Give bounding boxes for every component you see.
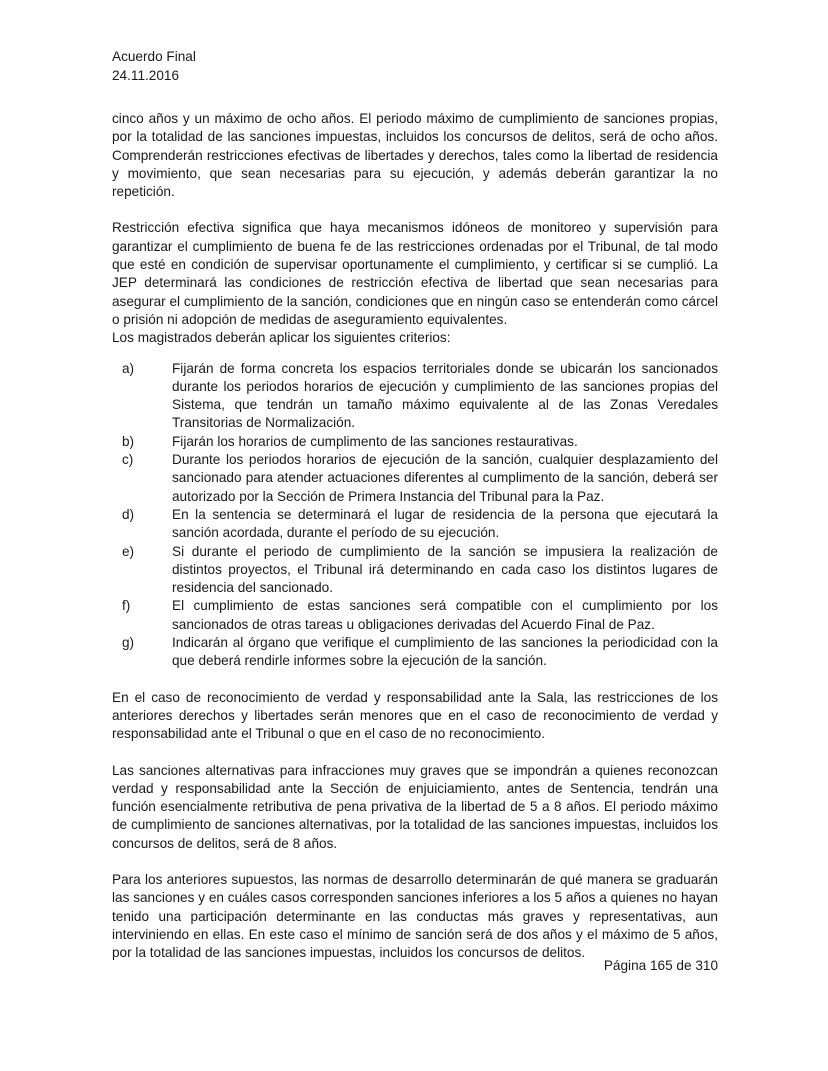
list-item-text: El cumplimiento de estas sanciones será compatible con el cumplimiento por los sancionados de otras tareas u obligaciones derivadas del Acuerdo Final de Paz. bbox=[172, 598, 718, 632]
list-item-text: Indicarán al órgano que verifique el cumplimiento de las sanciones la periodicidad con la que deberá rendirle informes sobre la ejecución de la sanción. bbox=[172, 635, 718, 669]
list-item bbox=[112, 433, 718, 451]
paragraph-2: Restricción efectiva significa que haya mecanismos idóneos de monitoreo y supervisión para garantizar el cumplimiento de buena fe de las restricciones ordenadas por el Tribunal, de tal modo que esté en condición de supervisar oportunamente el cumplimiento, y certificar si se cumplió. La JEP determinará las condiciones de restricción efectiva de libertad que sean necesarias para asegurar el cumplimiento de la sanción, condiciones que en ningún caso se entenderán como cárcel o prisión ni adopción de medidas de aseguramiento equivalentes. bbox=[112, 220, 718, 327]
list-item-letter: f) bbox=[122, 598, 131, 614]
list-item bbox=[112, 506, 718, 543]
paragraph-gap bbox=[112, 201, 718, 219]
paragraph-5: Las sanciones alternativas para infracciones muy graves que se impondrán a quienes reconozcan verdad y responsabilidad ante la Sección de enjuiciamiento, antes de Sentencia, tendrán una función esencialmente retributiva de pena privativa de la libertad de 5 a 8 años. El periodo máximo de cumplimiento de sanciones alternativas, por la totalidad de las sanciones impuestas, incluidos los concursos de delitos, será de 8 años. bbox=[112, 762, 718, 851]
list-item-letter: d) bbox=[122, 506, 135, 522]
criteria-list bbox=[112, 360, 718, 671]
list-item bbox=[112, 597, 718, 634]
list-item-text: Fijarán los horarios de cumplimento de las sanciones restaurativas. bbox=[172, 433, 578, 449]
document-body bbox=[112, 110, 718, 962]
list-item-text: Fijarán de forma concreta los espacios territoriales donde se ubicarán los sancionados durante los periodos horarios de ejecución y cumplimiento de las sanciones propias del Sistema, que tendrán un tamaño máximo equivalente al de las Zonas Veredales Transitorias de Normalización. bbox=[172, 360, 718, 431]
document-date: 24.11.2016 bbox=[112, 68, 180, 83]
list-item-letter: b) bbox=[122, 433, 135, 449]
paragraph-3: Los magistrados deberán aplicar los siguientes criterios: bbox=[112, 330, 451, 346]
page-number: Página 165 de 310 bbox=[603, 958, 718, 973]
list-item-text: Durante los periodos horarios de ejecución de la sanción, cualquier desplazamiento del sancionado para atender actuaciones diferentes al cumplimento de la sanción, deberá ser autorizado por la Sección de Primera Instancia del Tribunal para la Paz. bbox=[172, 452, 718, 504]
list-item bbox=[112, 634, 718, 671]
list-item-text: Si durante el periodo de cumplimiento de la sanción se impusiera la realización de distintos proyectos, el Tribunal irá determinando en cada caso los distintos lugares de residencia del sancionado. bbox=[172, 543, 718, 596]
paragraph-1: cinco años y un máximo de ocho años. El periodo máximo de cumplimiento de sanciones propias, por la totalidad de las sanciones impuestas, incluidos los concursos de delitos, será de ocho años. Comprenderán restricciones efectivas de libertades y derechos, tales como la libertad de residencia y movimiento, que sean necesarias para su ejecución, y además deberán garantizar la no repetición. bbox=[112, 111, 718, 200]
paragraph-4: En el caso de reconocimiento de verdad y responsabilidad ante la Sala, las restricciones de los anteriores derechos y libertades serán menores que en el caso de reconocimiento de verdad y responsabilidad ante el Tribunal o que en el caso de no reconocimiento. bbox=[112, 689, 718, 742]
paragraph-gap bbox=[112, 853, 718, 871]
list-item bbox=[112, 451, 718, 506]
list-item-letter: a) bbox=[122, 360, 135, 376]
list-item-letter: e) bbox=[122, 543, 135, 559]
list-item-letter: g) bbox=[122, 635, 135, 651]
paragraph-gap bbox=[112, 744, 718, 762]
list-item-text: En la sentencia se determinará el lugar de residencia de la persona que ejecutará la sanción acordada, durante el período de su ejecución. bbox=[172, 506, 718, 541]
page-header bbox=[112, 47, 196, 85]
document-title: Acuerdo Final bbox=[112, 49, 196, 64]
list-item bbox=[112, 360, 718, 433]
paragraph-6: Para los anteriores supuestos, las normas de desarrollo determinarán de qué manera se graduarán las sanciones y en cuáles casos corresponden sanciones inferiores a los 5 años a quienes no hayan tenido una participación determinante en las conductas más graves y representativas, aun interviniendo en ellas. En este caso el mínimo de sanción será de dos años y el máximo de 5 años, por la totalidad de las sanciones impuestas, incluidos los concursos de delitos. bbox=[112, 871, 718, 961]
paragraph-gap bbox=[112, 671, 718, 689]
list-item bbox=[112, 543, 718, 598]
list-item-letter: c) bbox=[122, 452, 134, 468]
